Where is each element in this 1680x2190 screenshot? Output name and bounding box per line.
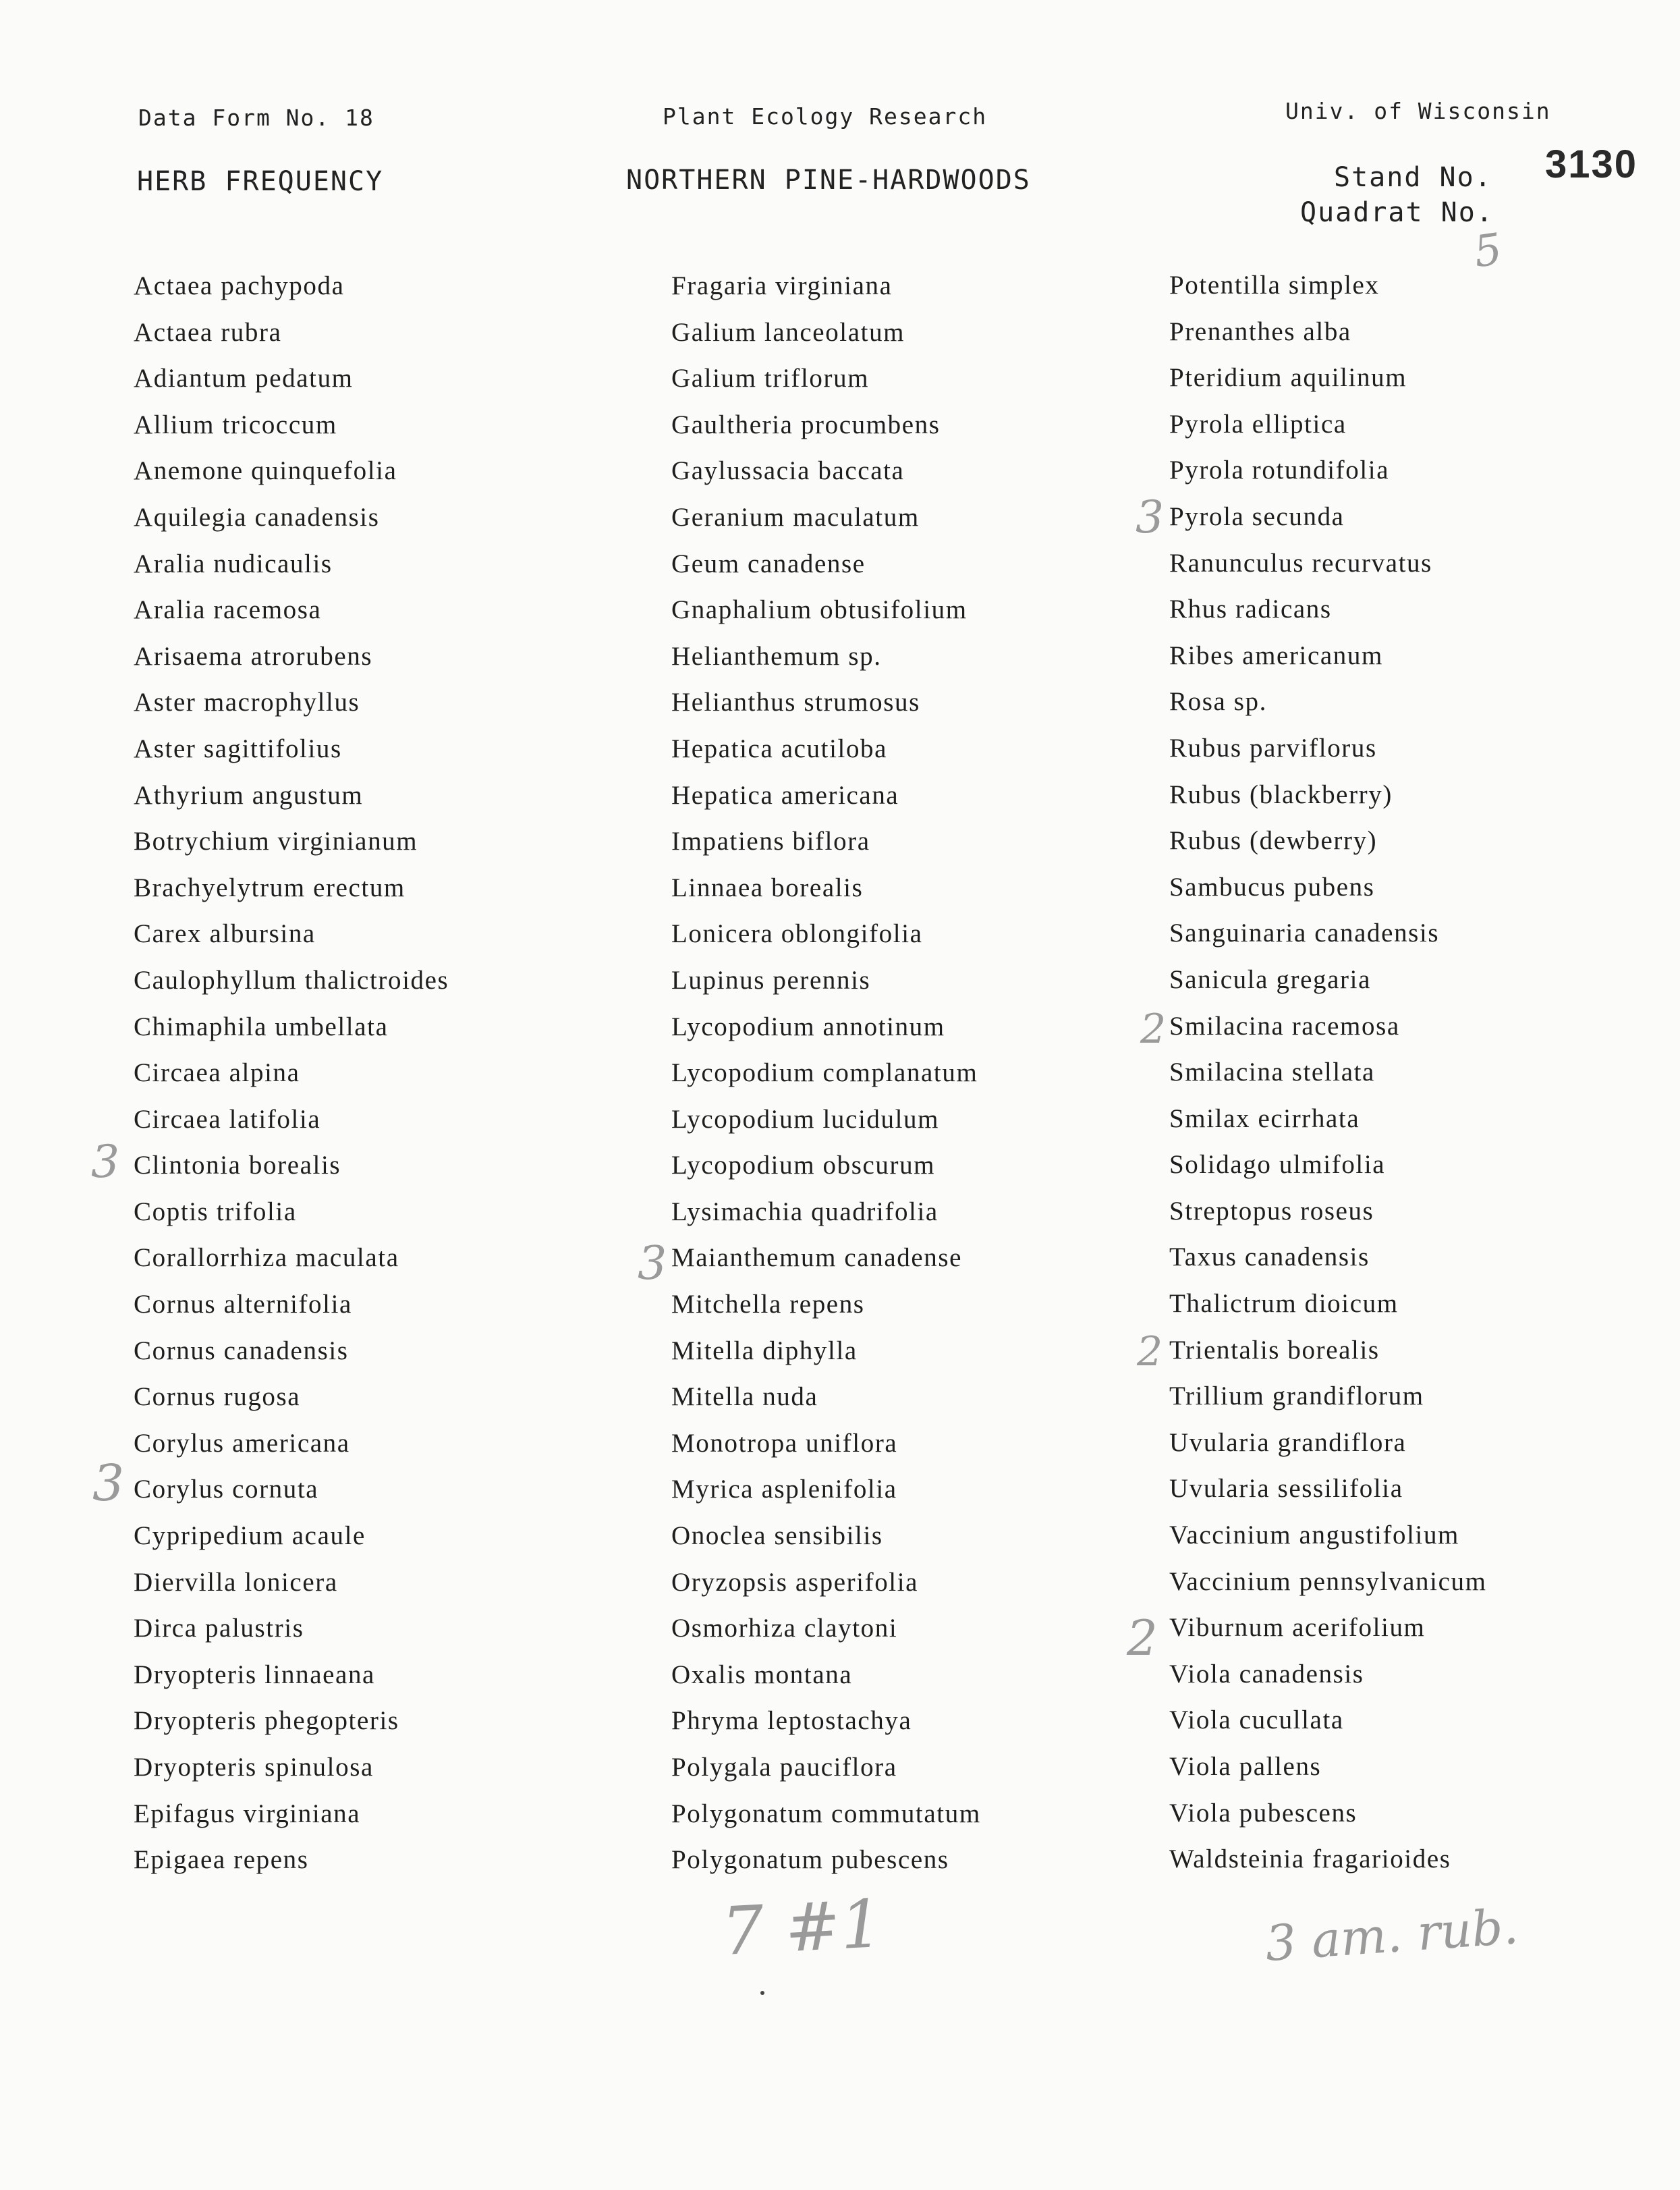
species-item: Carex albursina [134, 919, 316, 949]
species-item: Thalictrum dioicum [1169, 1289, 1399, 1319]
institution-name: Univ. of Wisconsin [1285, 98, 1551, 124]
mark-viburnum: 2 [1127, 1610, 1158, 1666]
species-item: Dirca palustris [134, 1614, 304, 1643]
species-item: Lycopodium lucidulum [671, 1104, 940, 1134]
species-item: Brachyelytrum erectum [134, 873, 405, 902]
species-item: Cornus canadensis [134, 1336, 349, 1365]
species-item: Waldsteinia fragarioides [1169, 1844, 1451, 1874]
community-title: NORTHERN PINE-HARDWOODS [626, 165, 1031, 196]
species-item: Viola canadensis [1169, 1659, 1364, 1689]
species-item: Sanguinaria canadensis [1169, 919, 1440, 948]
species-item: Corylus cornuta [134, 1475, 319, 1504]
species-item: Actaea rubra [134, 317, 282, 347]
quadrat-label: Quadrat No. [1300, 197, 1494, 228]
bottom-center-note: 7 #1 [720, 1885, 885, 1971]
species-item: Monotropa uniflora [671, 1428, 898, 1458]
species-item: Geum canadense [671, 549, 866, 578]
species-item: Smilacina stellata [1169, 1058, 1375, 1087]
species-item: Cypripedium acaule [134, 1521, 366, 1551]
species-item: Onoclea sensibilis [671, 1521, 883, 1551]
species-item: Hepatica acutiloba [671, 734, 888, 763]
species-item: Linnaea borealis [671, 873, 864, 902]
species-item: Lonicera oblongifolia [671, 919, 923, 949]
species-item: Botrychium virginianum [134, 827, 418, 856]
species-item: Cornus rugosa [134, 1382, 301, 1412]
species-item: Mitchella repens [671, 1290, 865, 1319]
species-item: Ranunculus recurvatus [1169, 548, 1432, 578]
species-item: Viola pubescens [1169, 1798, 1357, 1828]
species-item: Mitella diphylla [671, 1336, 858, 1365]
mark-trientalis: 2 [1137, 1328, 1163, 1375]
stand-label: Stand No. [1334, 162, 1492, 193]
species-item: Anemone quinquefolia [134, 456, 397, 486]
species-item: Actaea pachypoda [134, 271, 345, 300]
stand-number-stamp: 3130 [1545, 142, 1638, 186]
species-item: Aster macrophyllus [134, 688, 360, 717]
species-item: Adiantum pedatum [134, 364, 354, 393]
species-item: Viburnum acerifolium [1169, 1613, 1426, 1643]
species-item: Caulophyllum thalictroides [134, 965, 449, 995]
species-column-2 [671, 263, 981, 1884]
species-item: Impatiens biflora [671, 827, 870, 856]
form-title: HERB FREQUENCY [137, 166, 384, 197]
species-item: Chimaphila umbellata [134, 1012, 389, 1041]
mark-pyrola-secunda: 3 [1136, 491, 1164, 543]
species-item: Clintonia borealis [134, 1151, 341, 1180]
species-item: Lycopodium annotinum [671, 1012, 945, 1041]
species-item: Helianthemum sp. [671, 641, 882, 671]
species-item: Pyrola elliptica [1169, 409, 1347, 439]
species-item: Corallorrhiza maculata [134, 1243, 399, 1273]
species-item: Uvularia sessilifolia [1169, 1474, 1403, 1504]
mark-clintonia: 3 [91, 1136, 119, 1188]
species-item: Allium tricoccum [134, 410, 337, 439]
species-item: Gaultheria procumbens [671, 410, 941, 439]
form-number: Data Form No. 18 [138, 105, 374, 131]
quadrat-number-handwritten: 5 [1471, 224, 1505, 278]
species-item: Lupinus perennis [671, 965, 871, 995]
species-item: Lycopodium obscurum [671, 1151, 936, 1180]
species-item: Arisaema atrorubens [134, 641, 373, 671]
species-item: Gaylussacia baccata [671, 456, 905, 486]
species-item: Polygala pauciflora [671, 1753, 897, 1782]
species-item: Pyrola secunda [1169, 501, 1345, 531]
species-item: Ribes americanum [1169, 640, 1383, 670]
species-item: Maianthemum canadense [671, 1243, 963, 1273]
species-item: Mitella nuda [671, 1382, 818, 1412]
species-item: Streptopus roseus [1169, 1196, 1374, 1226]
species-item: Geranium maculatum [671, 502, 920, 532]
species-item: Rhus radicans [1169, 595, 1332, 624]
species-item: Aster sagittifolius [134, 734, 342, 763]
species-item: Viola cucullata [1169, 1705, 1344, 1735]
species-item: Pteridium aquilinum [1169, 363, 1407, 393]
species-item: Pyrola rotundifolia [1169, 456, 1390, 485]
species-item: Taxus canadensis [1169, 1242, 1370, 1272]
species-item: Rubus (dewberry) [1169, 826, 1378, 856]
species-item: Cornus alternifolia [134, 1290, 352, 1319]
species-item: Athyrium angustum [134, 780, 364, 810]
species-item: Smilacina racemosa [1169, 1011, 1400, 1041]
bottom-right-note: 3 am. rub. [1263, 1898, 1520, 1972]
species-item: Solidago ulmifolia [1169, 1150, 1386, 1180]
species-item: Sanicula gregaria [1169, 964, 1371, 994]
species-item: Lycopodium complanatum [671, 1058, 978, 1088]
species-item: Polygonatum pubescens [671, 1845, 949, 1875]
species-item: Trientalis borealis [1169, 1335, 1380, 1365]
program-name: Plant Ecology Research [663, 103, 988, 130]
species-item: Dryopteris spinulosa [134, 1753, 374, 1782]
species-item: Circaea alpina [134, 1058, 300, 1088]
species-item: Aquilegia canadensis [134, 502, 380, 532]
species-item: Corylus americana [134, 1428, 350, 1458]
species-item: Epifagus virginiana [134, 1799, 361, 1828]
species-column-3 [1169, 263, 1487, 1883]
species-item: Osmorhiza claytoni [671, 1614, 898, 1643]
species-item: Helianthus strumosus [671, 688, 920, 717]
species-item: Uvularia grandiflora [1169, 1427, 1407, 1457]
species-item: Hepatica americana [671, 780, 899, 810]
species-item: Rubus parviflorus [1169, 733, 1377, 763]
species-item: Oxalis montana [671, 1660, 853, 1689]
species-item: Circaea latifolia [134, 1104, 321, 1134]
species-column-1 [134, 263, 449, 1884]
species-item: Oryzopsis asperifolia [671, 1567, 919, 1597]
species-item: Vaccinium pennsylvanicum [1169, 1566, 1487, 1596]
species-item: Sambucus pubens [1169, 872, 1375, 902]
species-item: Aralia nudicaulis [134, 549, 333, 578]
species-item: Smilax ecirrhata [1169, 1103, 1360, 1133]
species-item: Coptis trifolia [134, 1197, 297, 1226]
species-item: Myrica asplenifolia [671, 1475, 897, 1504]
species-item: Dryopteris linnaeana [134, 1660, 375, 1689]
mark-maianthemum: 3 [638, 1237, 667, 1290]
species-item: Dryopteris phegopteris [134, 1706, 399, 1736]
species-item: Aralia racemosa [134, 595, 322, 625]
species-item: Viola pallens [1169, 1752, 1322, 1781]
pencil-dot [760, 1991, 764, 1995]
mark-smilacina-racemosa: 2 [1140, 1006, 1167, 1053]
species-item: Potentilla simplex [1169, 271, 1380, 300]
species-item: Rubus (blackberry) [1169, 779, 1393, 809]
species-item: Galium triflorum [671, 364, 870, 393]
species-item: Phryma leptostachya [671, 1706, 912, 1736]
species-item: Fragaria virginiana [671, 271, 893, 300]
species-item: Diervilla lonicera [134, 1567, 338, 1597]
species-item: Galium lanceolatum [671, 317, 905, 347]
species-item: Polygonatum commutatum [671, 1799, 981, 1828]
species-item: Lysimachia quadrifolia [671, 1197, 939, 1226]
species-item: Vaccinium angustifolium [1169, 1521, 1459, 1550]
species-item: Rosa sp. [1169, 687, 1267, 717]
mark-corylus-cornuta: 3 [92, 1454, 125, 1512]
species-item: Trillium grandiflorum [1169, 1381, 1424, 1411]
species-item: Prenanthes alba [1169, 317, 1351, 346]
species-item: Gnaphalium obtusifolium [671, 595, 968, 625]
species-item: Epigaea repens [134, 1845, 309, 1875]
